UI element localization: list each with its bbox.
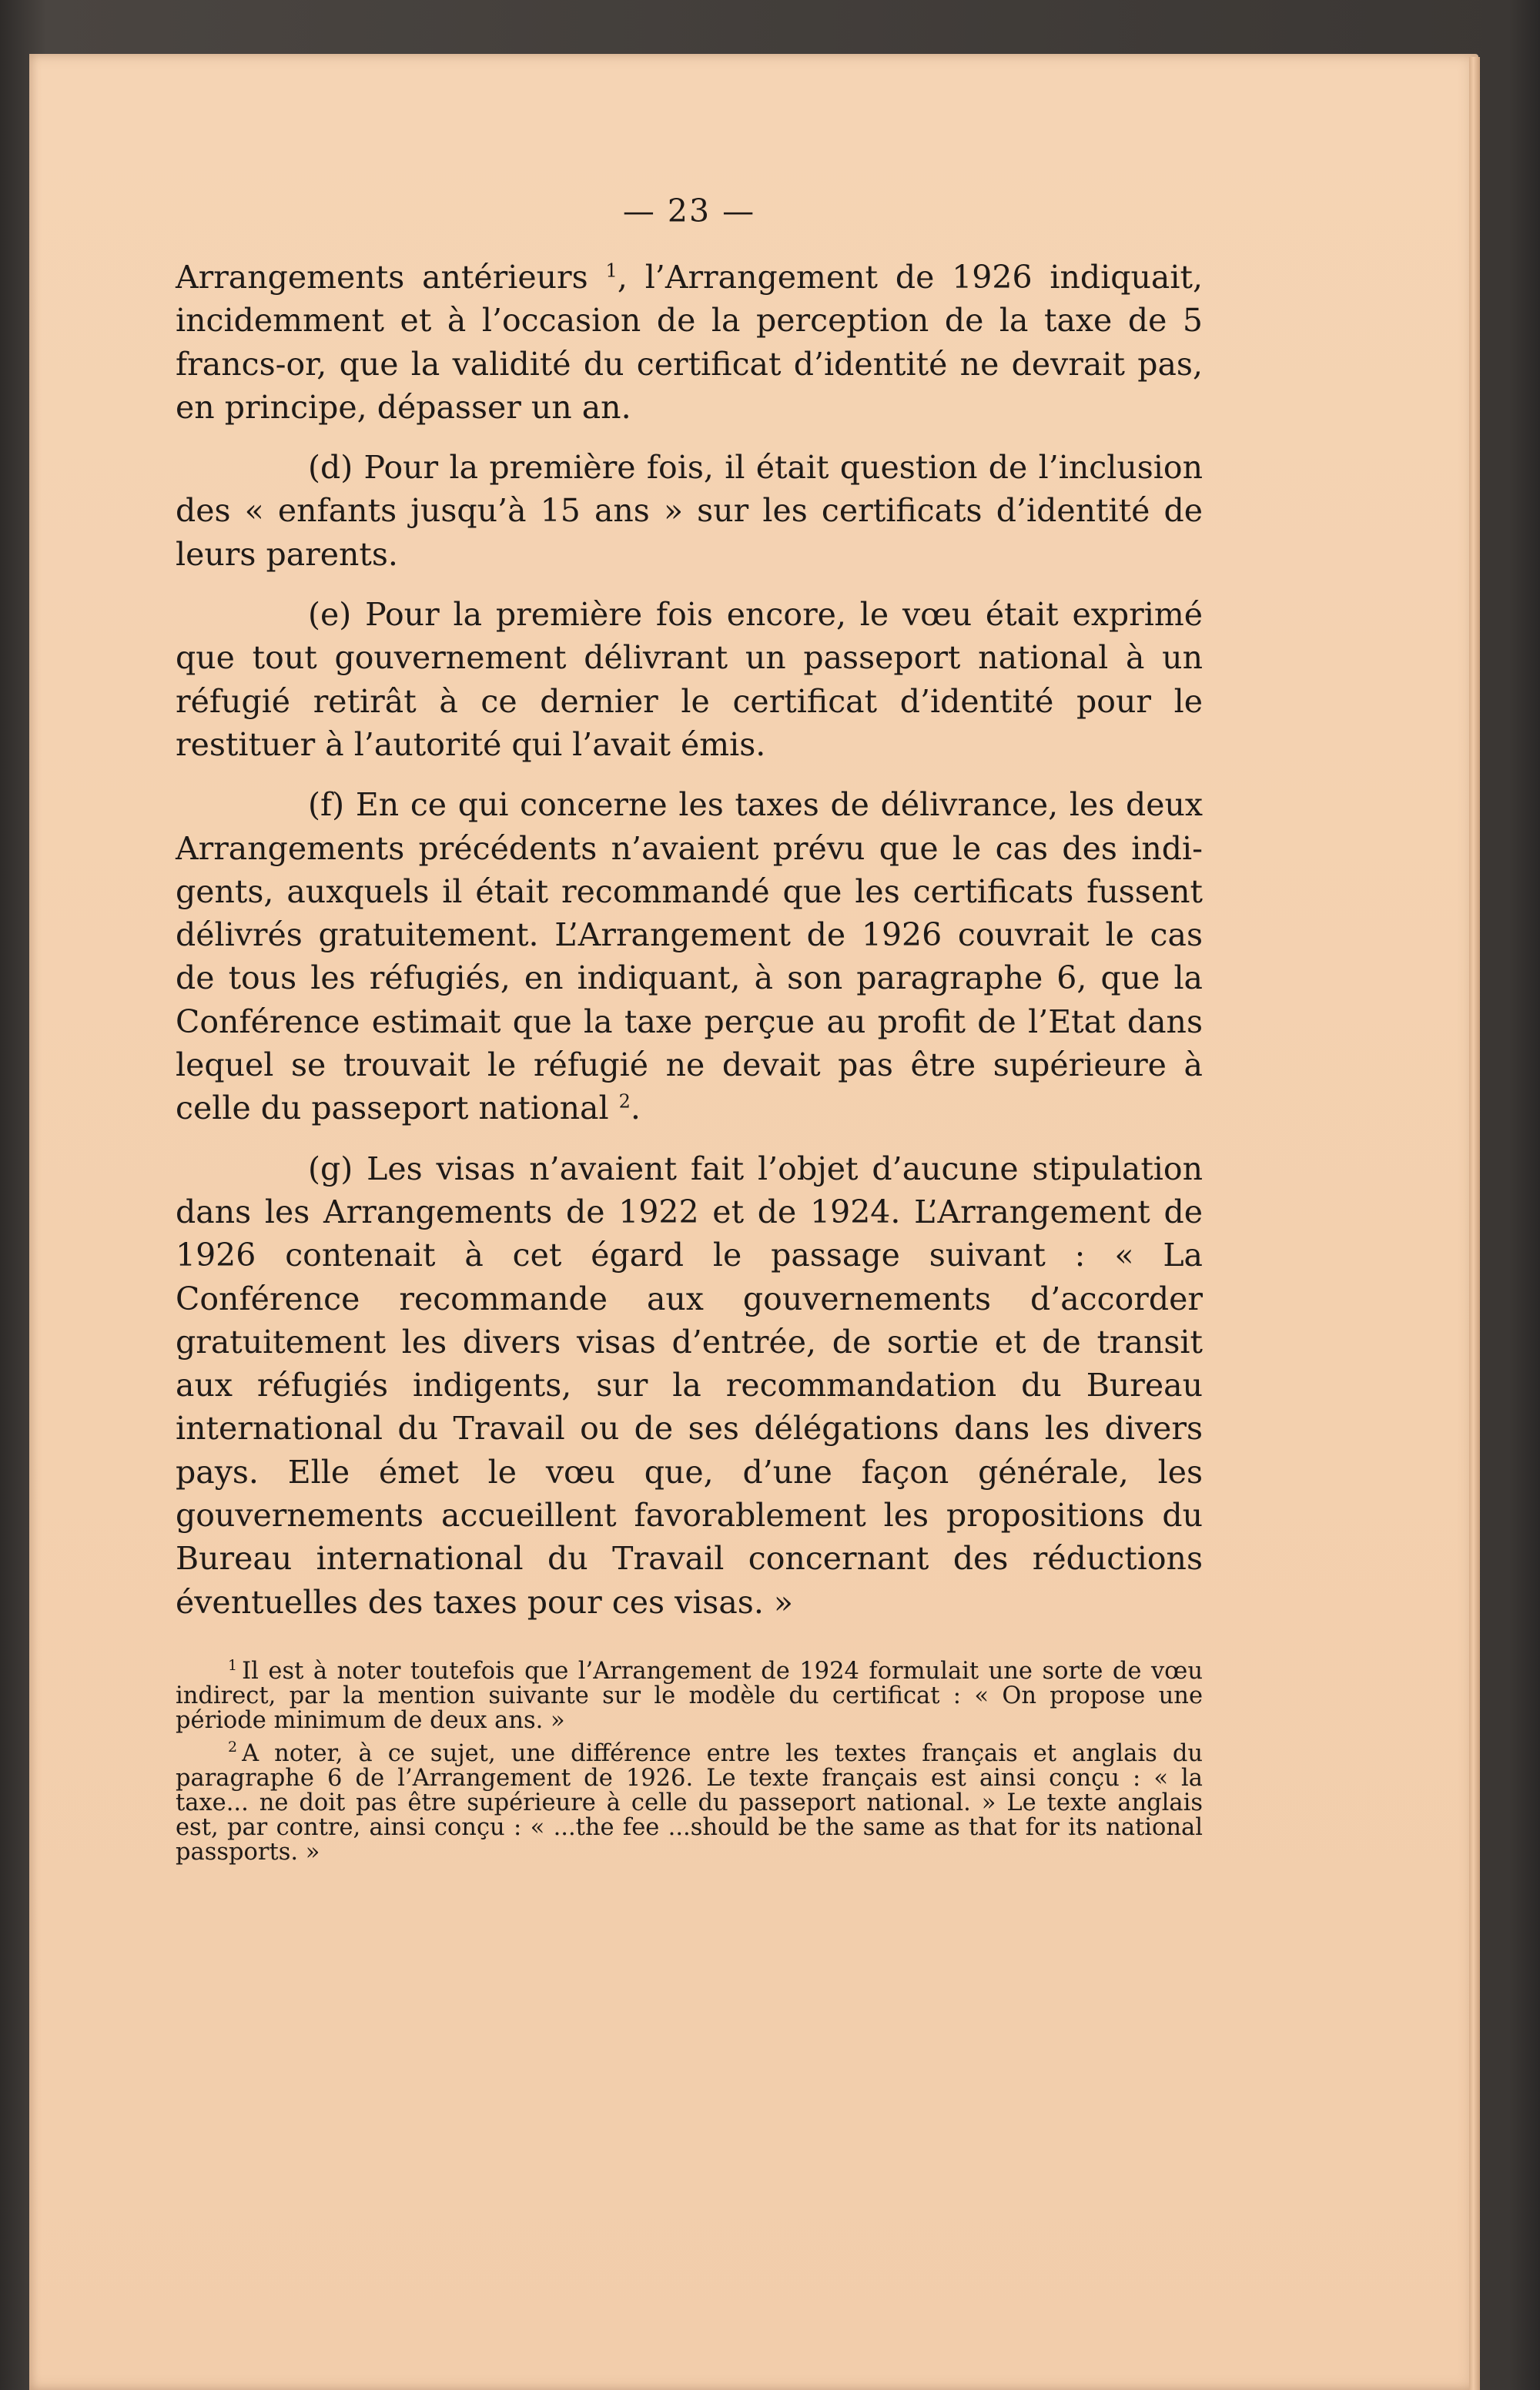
footnote-mark: 2	[228, 1739, 238, 1756]
page-number: — 23 —	[622, 192, 756, 229]
paragraph-text: (g) Les visas n’avaient fait l’objet d’aucune stipulation dans les Arrangements de 1922 et de 1924. L’Arrangement de 1926 contenait à cet égard le passage suivant : « La Conférence recommande aux gouvernements d’accorder gratuitement les divers visas d’entrée, de sortie et de transit aux réfugiés indigents, sur la recommandation du Bureau international du Travail ou de ses délégations dans les divers pays. Elle émet le vœu que, d’une façon générale, les gouvernements accueillent favorablement les propositions du Bureau international du Travail concernant des réductions éventuelles des taxes pour ces visas. »	[176, 1150, 1203, 1621]
footnotes	[176, 1656, 1203, 1866]
page-edge	[1469, 57, 1480, 2390]
footnote-text: A noter, à ce sujet, une différence entre les textes français et anglais du paragraphe 6 de l’Arrangement de 1926. Le texte français est ainsi conçu : « la taxe... ne doit pas être supérieure à celle du passeport national. » Le texte anglais est, par contre, ainsi conçu : « ...the fee ...should be the same as that for its national passports. »	[176, 1739, 1203, 1866]
footnote-2	[176, 1739, 1203, 1866]
paragraph-text: (e) Pour la première fois encore, le vœu était exprimé que tout gouvernement délivrant un passeport national à un réfugié retirât à ce dernier le certificat d’identité pour le restituer à l’autorité qui l’avait émis.	[176, 596, 1203, 763]
paragraph-text: .	[630, 1090, 641, 1127]
page-content	[176, 192, 1203, 1873]
paragraph-text: , l’Arrangement de 1926 indiquait, incidemment et à l’occasion de la perception de la taxe de 5 francs-or, que la validité du certificat d’identité ne devrait pas, en principe, dépasser un an.	[176, 259, 1203, 426]
paragraph-text: (f) En ce qui concerne les taxes de délivrance, les deux Arrangements précédents n’avaient prévu que le cas des indigents, auxquels il était recommandé que les certificats fussent délivrés gratuitement. L’Arrangement de 1926 couvrait le cas de tous les réfugiés, en indiquant, à son paragraphe 6, que la Conférence estimait que la taxe perçue au profit de l’Etat dans lequel se trouvait le réfugié ne devait pas être supérieure à celle du passeport national	[176, 786, 1203, 1127]
footnote-text: Il est à noter toutefois que l’Arrangement de 1924 formulait une sorte de vœu indirect, par la mention suivante sur le modèle du certificat : « On propose une période minimum de deux ans. »	[176, 1657, 1203, 1735]
paragraph-d	[176, 446, 1203, 576]
paragraph-g	[176, 1147, 1203, 1624]
paragraph-e	[176, 593, 1203, 766]
footnote-1	[176, 1656, 1203, 1735]
footnote-reference: 2	[618, 1090, 631, 1113]
paragraph-f	[176, 783, 1203, 1130]
footnote-mark: 1	[228, 1656, 238, 1674]
paragraph-text: (d) Pour la première fois, il était question de l’inclusion des « enfants jusqu’à 15 ans » sur les certificats d’identité de leurs parents.	[176, 449, 1203, 573]
footnote-reference: 1	[605, 259, 618, 282]
paragraph-continuation	[176, 256, 1203, 429]
paragraph-text: Arrangements antérieurs	[176, 259, 606, 296]
